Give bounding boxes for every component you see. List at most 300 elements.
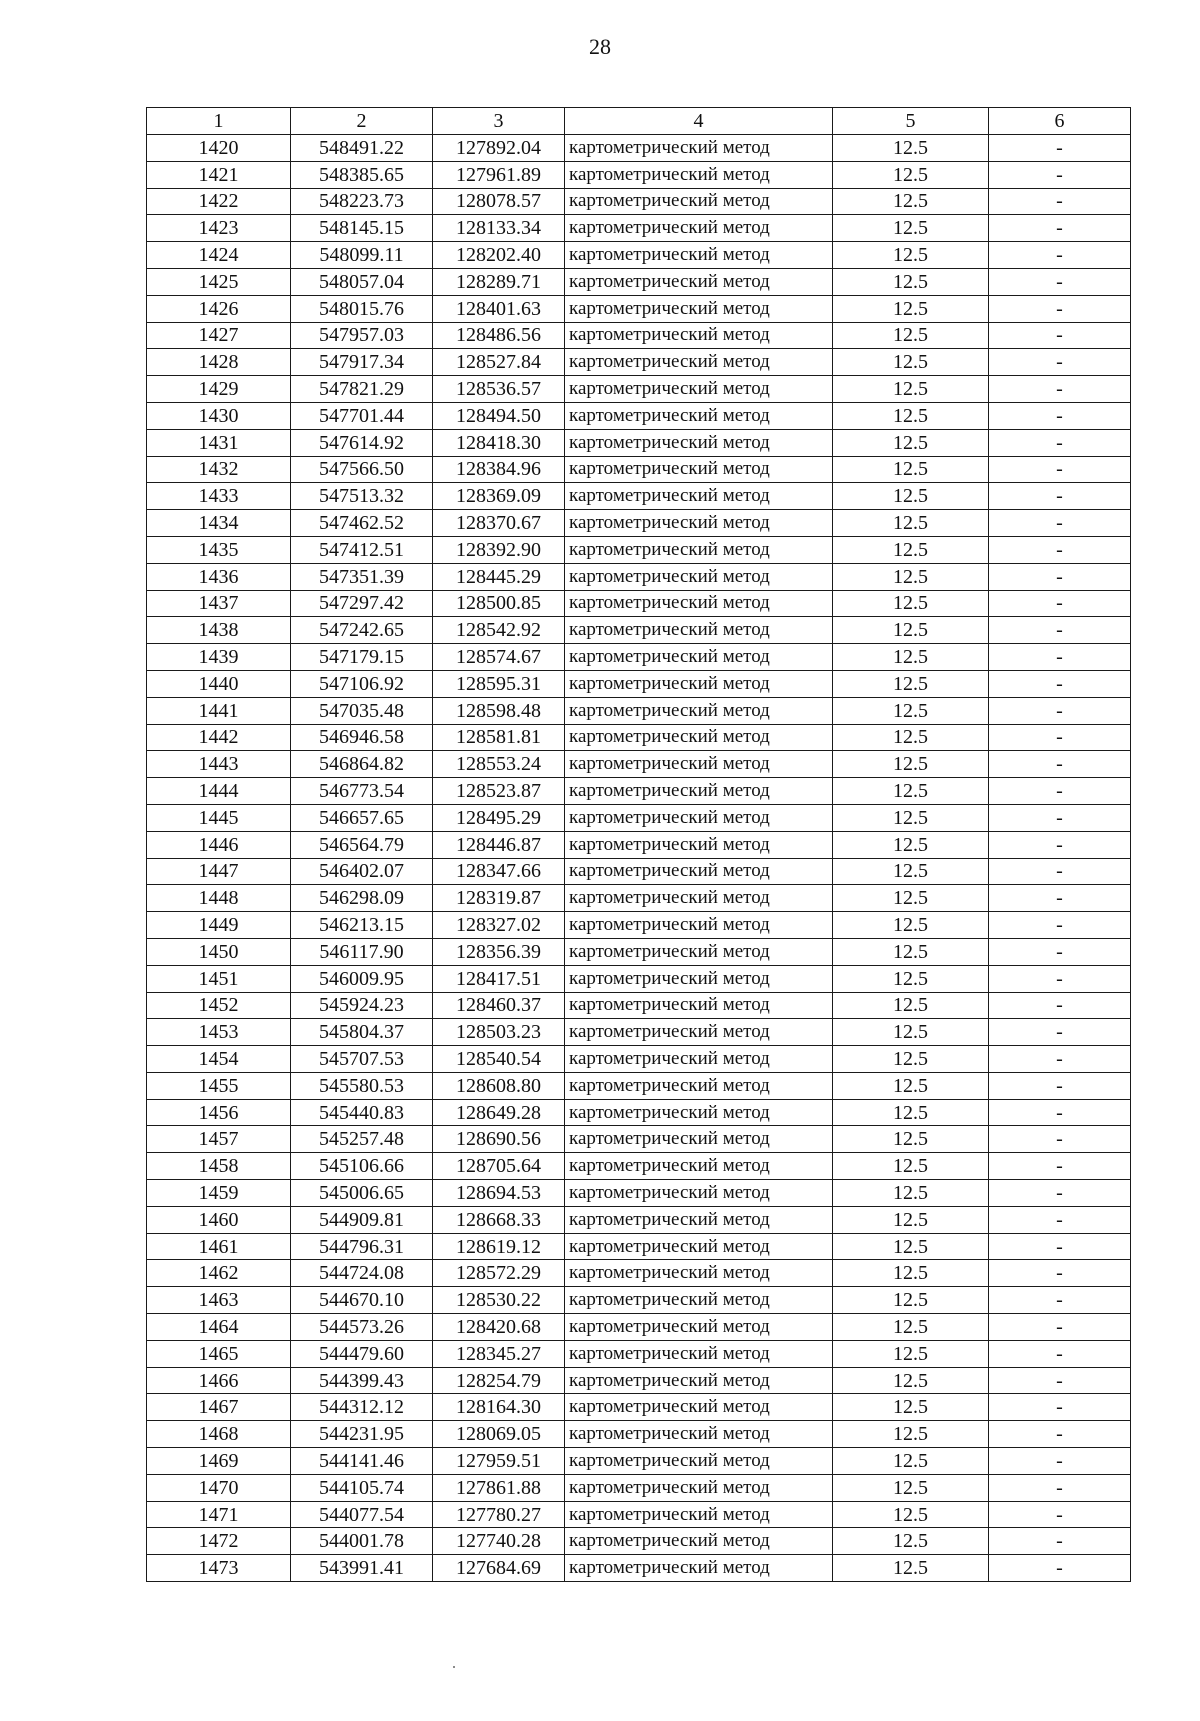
point-number-cell: 1453 xyxy=(147,1019,291,1046)
table-row xyxy=(147,376,1131,403)
method-cell: картометрический метод xyxy=(565,617,833,644)
point-number-cell: 1472 xyxy=(147,1528,291,1555)
table-row xyxy=(147,1046,1131,1073)
y-coordinate-cell: 128540.54 xyxy=(433,1046,565,1073)
method-cell: картометрический метод xyxy=(565,268,833,295)
table-row xyxy=(147,1448,1131,1475)
column-header: 3 xyxy=(433,108,565,135)
accuracy-cell: 12.5 xyxy=(833,215,989,242)
table-row xyxy=(147,402,1131,429)
point-number-cell: 1426 xyxy=(147,295,291,322)
method-cell: картометрический метод xyxy=(565,1367,833,1394)
x-coordinate-cell: 548491.22 xyxy=(291,135,433,162)
point-number-cell: 1468 xyxy=(147,1421,291,1448)
method-cell: картометрический метод xyxy=(565,885,833,912)
page-number: 28 xyxy=(589,34,611,59)
accuracy-cell: 12.5 xyxy=(833,644,989,671)
method-cell: картометрический метод xyxy=(565,1287,833,1314)
accuracy-cell: 12.5 xyxy=(833,1019,989,1046)
note-cell: - xyxy=(989,1072,1131,1099)
accuracy-cell: 12.5 xyxy=(833,268,989,295)
y-coordinate-cell: 128069.05 xyxy=(433,1421,565,1448)
y-coordinate-cell: 128503.23 xyxy=(433,1019,565,1046)
method-cell: картометрический метод xyxy=(565,804,833,831)
table-row xyxy=(147,563,1131,590)
table-row xyxy=(147,1340,1131,1367)
note-cell: - xyxy=(989,644,1131,671)
note-cell: - xyxy=(989,1046,1131,1073)
x-coordinate-cell: 545804.37 xyxy=(291,1019,433,1046)
table-row xyxy=(147,1474,1131,1501)
y-coordinate-cell: 128536.57 xyxy=(433,376,565,403)
accuracy-cell: 12.5 xyxy=(833,1340,989,1367)
accuracy-cell: 12.5 xyxy=(833,1314,989,1341)
x-coordinate-cell: 548015.76 xyxy=(291,295,433,322)
x-coordinate-cell: 544909.81 xyxy=(291,1206,433,1233)
note-cell: - xyxy=(989,1367,1131,1394)
accuracy-cell: 12.5 xyxy=(833,1153,989,1180)
table-row xyxy=(147,1394,1131,1421)
x-coordinate-cell: 547566.50 xyxy=(291,456,433,483)
point-number-cell: 1457 xyxy=(147,1126,291,1153)
table-row xyxy=(147,778,1131,805)
x-coordinate-cell: 547297.42 xyxy=(291,590,433,617)
y-coordinate-cell: 128384.96 xyxy=(433,456,565,483)
table-row xyxy=(147,322,1131,349)
note-cell: - xyxy=(989,965,1131,992)
point-number-cell: 1466 xyxy=(147,1367,291,1394)
table-row xyxy=(147,1528,1131,1555)
accuracy-cell: 12.5 xyxy=(833,295,989,322)
method-cell: картометрический метод xyxy=(565,1180,833,1207)
table-row xyxy=(147,295,1131,322)
note-cell: - xyxy=(989,912,1131,939)
y-coordinate-cell: 128572.29 xyxy=(433,1260,565,1287)
table-row xyxy=(147,135,1131,162)
note-cell: - xyxy=(989,376,1131,403)
note-cell: - xyxy=(989,778,1131,805)
point-number-cell: 1424 xyxy=(147,242,291,269)
note-cell: - xyxy=(989,456,1131,483)
method-cell: картометрический метод xyxy=(565,670,833,697)
y-coordinate-cell: 128595.31 xyxy=(433,670,565,697)
y-coordinate-cell: 128445.29 xyxy=(433,563,565,590)
y-coordinate-cell: 128369.09 xyxy=(433,483,565,510)
table-row xyxy=(147,188,1131,215)
x-coordinate-cell: 544312.12 xyxy=(291,1394,433,1421)
point-number-cell: 1452 xyxy=(147,992,291,1019)
note-cell: - xyxy=(989,617,1131,644)
y-coordinate-cell: 127892.04 xyxy=(433,135,565,162)
y-coordinate-cell: 128690.56 xyxy=(433,1126,565,1153)
y-coordinate-cell: 128581.81 xyxy=(433,724,565,751)
note-cell: - xyxy=(989,429,1131,456)
method-cell: картометрический метод xyxy=(565,135,833,162)
table-row xyxy=(147,992,1131,1019)
y-coordinate-cell: 128523.87 xyxy=(433,778,565,805)
y-coordinate-cell: 128202.40 xyxy=(433,242,565,269)
accuracy-cell: 12.5 xyxy=(833,349,989,376)
point-number-cell: 1467 xyxy=(147,1394,291,1421)
y-coordinate-cell: 128417.51 xyxy=(433,965,565,992)
x-coordinate-cell: 546657.65 xyxy=(291,804,433,831)
x-coordinate-cell: 546773.54 xyxy=(291,778,433,805)
y-coordinate-cell: 128598.48 xyxy=(433,697,565,724)
method-cell: картометрический метод xyxy=(565,644,833,671)
accuracy-cell: 12.5 xyxy=(833,536,989,563)
method-cell: картометрический метод xyxy=(565,1153,833,1180)
point-number-cell: 1456 xyxy=(147,1099,291,1126)
x-coordinate-cell: 547701.44 xyxy=(291,402,433,429)
y-coordinate-cell: 128608.80 xyxy=(433,1072,565,1099)
x-coordinate-cell: 545106.66 xyxy=(291,1153,433,1180)
method-cell: картометрический метод xyxy=(565,831,833,858)
accuracy-cell: 12.5 xyxy=(833,429,989,456)
accuracy-cell: 12.5 xyxy=(833,831,989,858)
accuracy-cell: 12.5 xyxy=(833,563,989,590)
method-cell: картометрический метод xyxy=(565,858,833,885)
note-cell: - xyxy=(989,1555,1131,1582)
accuracy-cell: 12.5 xyxy=(833,1072,989,1099)
point-number-cell: 1455 xyxy=(147,1072,291,1099)
point-number-cell: 1463 xyxy=(147,1287,291,1314)
table-header xyxy=(147,108,1131,135)
point-number-cell: 1430 xyxy=(147,402,291,429)
column-header: 5 xyxy=(833,108,989,135)
note-cell: - xyxy=(989,992,1131,1019)
accuracy-cell: 12.5 xyxy=(833,242,989,269)
x-coordinate-cell: 544231.95 xyxy=(291,1421,433,1448)
method-cell: картометрический метод xyxy=(565,536,833,563)
method-cell: картометрический метод xyxy=(565,1501,833,1528)
method-cell: картометрический метод xyxy=(565,1528,833,1555)
note-cell: - xyxy=(989,188,1131,215)
y-coordinate-cell: 128542.92 xyxy=(433,617,565,644)
point-number-cell: 1431 xyxy=(147,429,291,456)
accuracy-cell: 12.5 xyxy=(833,456,989,483)
method-cell: картометрический метод xyxy=(565,1072,833,1099)
note-cell: - xyxy=(989,1019,1131,1046)
y-coordinate-cell: 128392.90 xyxy=(433,536,565,563)
note-cell: - xyxy=(989,1421,1131,1448)
table-row xyxy=(147,483,1131,510)
note-cell: - xyxy=(989,1448,1131,1475)
x-coordinate-cell: 546564.79 xyxy=(291,831,433,858)
point-number-cell: 1451 xyxy=(147,965,291,992)
accuracy-cell: 12.5 xyxy=(833,938,989,965)
point-number-cell: 1444 xyxy=(147,778,291,805)
method-cell: картометрический метод xyxy=(565,456,833,483)
table-row xyxy=(147,161,1131,188)
y-coordinate-cell: 128574.67 xyxy=(433,644,565,671)
x-coordinate-cell: 545006.65 xyxy=(291,1180,433,1207)
note-cell: - xyxy=(989,1260,1131,1287)
table-row xyxy=(147,670,1131,697)
method-cell: картометрический метод xyxy=(565,510,833,537)
accuracy-cell: 12.5 xyxy=(833,751,989,778)
point-number-cell: 1459 xyxy=(147,1180,291,1207)
accuracy-cell: 12.5 xyxy=(833,161,989,188)
x-coordinate-cell: 547614.92 xyxy=(291,429,433,456)
accuracy-cell: 12.5 xyxy=(833,1260,989,1287)
y-coordinate-cell: 127684.69 xyxy=(433,1555,565,1582)
method-cell: картометрический метод xyxy=(565,1340,833,1367)
accuracy-cell: 12.5 xyxy=(833,1528,989,1555)
accuracy-cell: 12.5 xyxy=(833,1233,989,1260)
x-coordinate-cell: 547106.92 xyxy=(291,670,433,697)
table-row xyxy=(147,831,1131,858)
y-coordinate-cell: 128164.30 xyxy=(433,1394,565,1421)
point-number-cell: 1450 xyxy=(147,938,291,965)
column-header: 4 xyxy=(565,108,833,135)
column-header: 1 xyxy=(147,108,291,135)
x-coordinate-cell: 546213.15 xyxy=(291,912,433,939)
table-row xyxy=(147,644,1131,671)
accuracy-cell: 12.5 xyxy=(833,992,989,1019)
x-coordinate-cell: 547957.03 xyxy=(291,322,433,349)
x-coordinate-cell: 544141.46 xyxy=(291,1448,433,1475)
y-coordinate-cell: 128553.24 xyxy=(433,751,565,778)
y-coordinate-cell: 127780.27 xyxy=(433,1501,565,1528)
x-coordinate-cell: 546946.58 xyxy=(291,724,433,751)
accuracy-cell: 12.5 xyxy=(833,1287,989,1314)
table-body xyxy=(147,135,1131,1582)
note-cell: - xyxy=(989,938,1131,965)
accuracy-cell: 12.5 xyxy=(833,590,989,617)
note-cell: - xyxy=(989,751,1131,778)
table-row xyxy=(147,1099,1131,1126)
x-coordinate-cell: 544670.10 xyxy=(291,1287,433,1314)
method-cell: картометрический метод xyxy=(565,1448,833,1475)
x-coordinate-cell: 546009.95 xyxy=(291,965,433,992)
table-row xyxy=(147,456,1131,483)
method-cell: картометрический метод xyxy=(565,215,833,242)
y-coordinate-cell: 128486.56 xyxy=(433,322,565,349)
accuracy-cell: 12.5 xyxy=(833,1180,989,1207)
table-row xyxy=(147,938,1131,965)
x-coordinate-cell: 547462.52 xyxy=(291,510,433,537)
x-coordinate-cell: 545440.83 xyxy=(291,1099,433,1126)
x-coordinate-cell: 546402.07 xyxy=(291,858,433,885)
method-cell: картометрический метод xyxy=(565,1474,833,1501)
note-cell: - xyxy=(989,1394,1131,1421)
x-coordinate-cell: 544573.26 xyxy=(291,1314,433,1341)
point-number-cell: 1461 xyxy=(147,1233,291,1260)
x-coordinate-cell: 548385.65 xyxy=(291,161,433,188)
y-coordinate-cell: 128460.37 xyxy=(433,992,565,1019)
method-cell: картометрический метод xyxy=(565,1394,833,1421)
x-coordinate-cell: 547035.48 xyxy=(291,697,433,724)
note-cell: - xyxy=(989,268,1131,295)
note-cell: - xyxy=(989,242,1131,269)
note-cell: - xyxy=(989,536,1131,563)
method-cell: картометрический метод xyxy=(565,429,833,456)
x-coordinate-cell: 547917.34 xyxy=(291,349,433,376)
method-cell: картометрический метод xyxy=(565,1260,833,1287)
y-coordinate-cell: 128401.63 xyxy=(433,295,565,322)
accuracy-cell: 12.5 xyxy=(833,376,989,403)
method-cell: картометрический метод xyxy=(565,912,833,939)
y-coordinate-cell: 128530.22 xyxy=(433,1287,565,1314)
note-cell: - xyxy=(989,670,1131,697)
method-cell: картометрический метод xyxy=(565,778,833,805)
point-number-cell: 1427 xyxy=(147,322,291,349)
x-coordinate-cell: 545924.23 xyxy=(291,992,433,1019)
note-cell: - xyxy=(989,1153,1131,1180)
accuracy-cell: 12.5 xyxy=(833,885,989,912)
accuracy-cell: 12.5 xyxy=(833,1421,989,1448)
note-cell: - xyxy=(989,322,1131,349)
point-number-cell: 1420 xyxy=(147,135,291,162)
point-number-cell: 1470 xyxy=(147,1474,291,1501)
accuracy-cell: 12.5 xyxy=(833,858,989,885)
x-coordinate-cell: 546117.90 xyxy=(291,938,433,965)
point-number-cell: 1440 xyxy=(147,670,291,697)
accuracy-cell: 12.5 xyxy=(833,724,989,751)
x-coordinate-cell: 543991.41 xyxy=(291,1555,433,1582)
table-row xyxy=(147,965,1131,992)
method-cell: картометрический метод xyxy=(565,1206,833,1233)
method-cell: картометрический метод xyxy=(565,1233,833,1260)
y-coordinate-cell: 128500.85 xyxy=(433,590,565,617)
table-row xyxy=(147,1555,1131,1582)
scan-speck xyxy=(453,1666,455,1668)
point-number-cell: 1449 xyxy=(147,912,291,939)
accuracy-cell: 12.5 xyxy=(833,1367,989,1394)
method-cell: картометрический метод xyxy=(565,590,833,617)
x-coordinate-cell: 545580.53 xyxy=(291,1072,433,1099)
note-cell: - xyxy=(989,135,1131,162)
accuracy-cell: 12.5 xyxy=(833,670,989,697)
point-number-cell: 1433 xyxy=(147,483,291,510)
note-cell: - xyxy=(989,161,1131,188)
accuracy-cell: 12.5 xyxy=(833,965,989,992)
y-coordinate-cell: 128319.87 xyxy=(433,885,565,912)
x-coordinate-cell: 547412.51 xyxy=(291,536,433,563)
accuracy-cell: 12.5 xyxy=(833,912,989,939)
note-cell: - xyxy=(989,295,1131,322)
accuracy-cell: 12.5 xyxy=(833,778,989,805)
accuracy-cell: 12.5 xyxy=(833,617,989,644)
method-cell: картометрический метод xyxy=(565,1126,833,1153)
method-cell: картометрический метод xyxy=(565,938,833,965)
method-cell: картометрический метод xyxy=(565,1046,833,1073)
accuracy-cell: 12.5 xyxy=(833,402,989,429)
y-coordinate-cell: 127740.28 xyxy=(433,1528,565,1555)
note-cell: - xyxy=(989,885,1131,912)
x-coordinate-cell: 548145.15 xyxy=(291,215,433,242)
header-row xyxy=(147,108,1131,135)
table-row xyxy=(147,1072,1131,1099)
note-cell: - xyxy=(989,349,1131,376)
point-number-cell: 1443 xyxy=(147,751,291,778)
method-cell: картометрический метод xyxy=(565,242,833,269)
point-number-cell: 1425 xyxy=(147,268,291,295)
note-cell: - xyxy=(989,510,1131,537)
accuracy-cell: 12.5 xyxy=(833,1206,989,1233)
y-coordinate-cell: 128420.68 xyxy=(433,1314,565,1341)
note-cell: - xyxy=(989,858,1131,885)
table-row xyxy=(147,1367,1131,1394)
point-number-cell: 1458 xyxy=(147,1153,291,1180)
y-coordinate-cell: 128289.71 xyxy=(433,268,565,295)
x-coordinate-cell: 547179.15 xyxy=(291,644,433,671)
method-cell: картометрический метод xyxy=(565,697,833,724)
accuracy-cell: 12.5 xyxy=(833,188,989,215)
point-number-cell: 1441 xyxy=(147,697,291,724)
accuracy-cell: 12.5 xyxy=(833,322,989,349)
point-number-cell: 1445 xyxy=(147,804,291,831)
method-cell: картометрический метод xyxy=(565,161,833,188)
table-row xyxy=(147,912,1131,939)
point-number-cell: 1442 xyxy=(147,724,291,751)
accuracy-cell: 12.5 xyxy=(833,697,989,724)
y-coordinate-cell: 128668.33 xyxy=(433,1206,565,1233)
table-row xyxy=(147,1206,1131,1233)
accuracy-cell: 12.5 xyxy=(833,1099,989,1126)
method-cell: картометрический метод xyxy=(565,349,833,376)
note-cell: - xyxy=(989,804,1131,831)
accuracy-cell: 12.5 xyxy=(833,1126,989,1153)
point-number-cell: 1437 xyxy=(147,590,291,617)
y-coordinate-cell: 128494.50 xyxy=(433,402,565,429)
accuracy-cell: 12.5 xyxy=(833,1555,989,1582)
accuracy-cell: 12.5 xyxy=(833,483,989,510)
y-coordinate-cell: 127861.88 xyxy=(433,1474,565,1501)
note-cell: - xyxy=(989,697,1131,724)
note-cell: - xyxy=(989,483,1131,510)
point-number-cell: 1473 xyxy=(147,1555,291,1582)
accuracy-cell: 12.5 xyxy=(833,804,989,831)
note-cell: - xyxy=(989,1206,1131,1233)
note-cell: - xyxy=(989,590,1131,617)
y-coordinate-cell: 128527.84 xyxy=(433,349,565,376)
note-cell: - xyxy=(989,402,1131,429)
method-cell: картометрический метод xyxy=(565,322,833,349)
table-row xyxy=(147,617,1131,644)
method-cell: картометрический метод xyxy=(565,724,833,751)
table-row xyxy=(147,1421,1131,1448)
x-coordinate-cell: 548057.04 xyxy=(291,268,433,295)
method-cell: картометрический метод xyxy=(565,563,833,590)
x-coordinate-cell: 544724.08 xyxy=(291,1260,433,1287)
y-coordinate-cell: 128356.39 xyxy=(433,938,565,965)
method-cell: картометрический метод xyxy=(565,1019,833,1046)
accuracy-cell: 12.5 xyxy=(833,1501,989,1528)
note-cell: - xyxy=(989,831,1131,858)
note-cell: - xyxy=(989,215,1131,242)
y-coordinate-cell: 128418.30 xyxy=(433,429,565,456)
table-row xyxy=(147,1180,1131,1207)
note-cell: - xyxy=(989,1474,1131,1501)
note-cell: - xyxy=(989,1180,1131,1207)
x-coordinate-cell: 544105.74 xyxy=(291,1474,433,1501)
method-cell: картометрический метод xyxy=(565,295,833,322)
method-cell: картометрический метод xyxy=(565,188,833,215)
point-number-cell: 1448 xyxy=(147,885,291,912)
y-coordinate-cell: 128133.34 xyxy=(433,215,565,242)
x-coordinate-cell: 547513.32 xyxy=(291,483,433,510)
table-row xyxy=(147,1501,1131,1528)
table-row xyxy=(147,510,1131,537)
point-number-cell: 1436 xyxy=(147,563,291,590)
note-cell: - xyxy=(989,1528,1131,1555)
table-row xyxy=(147,751,1131,778)
x-coordinate-cell: 548099.11 xyxy=(291,242,433,269)
y-coordinate-cell: 128345.27 xyxy=(433,1340,565,1367)
y-coordinate-cell: 128078.57 xyxy=(433,188,565,215)
table-row xyxy=(147,429,1131,456)
